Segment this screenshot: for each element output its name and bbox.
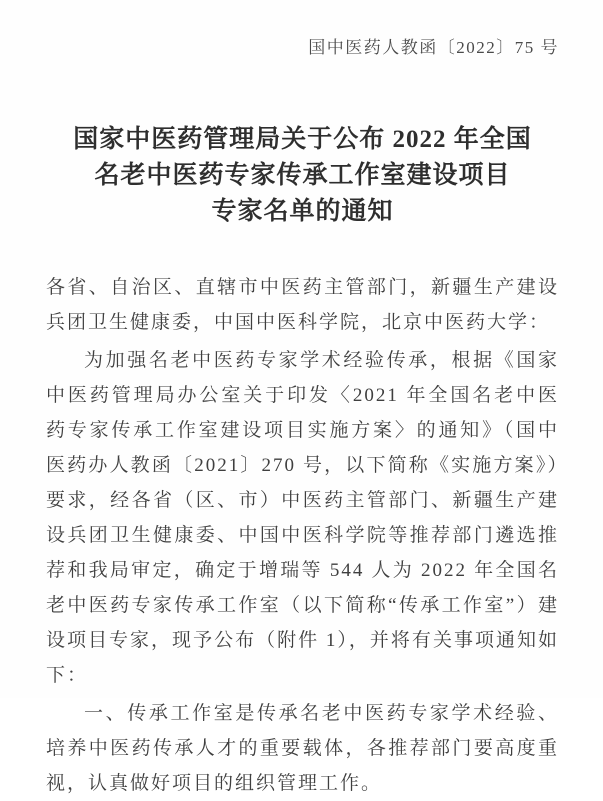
document-title-line-2: 名老中医药专家传承工作室建设项目 [94, 162, 511, 189]
document-title [46, 122, 559, 230]
intro-paragraph: 为加强名老中医药专家学术经验传承，根据《国家中医药管理局办公室关于印发〈2021 年全国名老中医药专家传承工作室建设项目实施方案〉的通知》（国中医药办人教函〔2021〕270 号，以下简称《实施方案》）要求，经各省（区、市）中医药主管部门、新疆生产建设兵团卫生健康委、中国中医科学院等推荐部门遴选推荐和我局审定，确定于增瑞等 544 人为 2022 年全国名老中医药专家传承工作室（以下简称“传承工作室”）建设项目专家，现予公布（附件 1），并将有关事项通知如下： [46, 350, 559, 686]
item-one-paragraph: 一、传承工作室是传承名老中医药专家学术经验、培养中医药传承人才的重要载体，各推荐部门要高度重视，认真做好项目的组织管理工作。 [46, 703, 559, 794]
document-title-line-3: 专家名单的通知 [211, 198, 394, 225]
document-body [46, 270, 559, 801]
addressee-paragraph: 各省、自治区、直辖市中医药主管部门，新疆生产建设兵团卫生健康委，中国中医科学院，北京中医药大学： [46, 277, 559, 333]
document-reference-number: 国中医药人教函〔2022〕75 号 [308, 38, 559, 57]
document-title-line-1: 国家中医药管理局关于公布 2022 年全国 [73, 126, 532, 153]
